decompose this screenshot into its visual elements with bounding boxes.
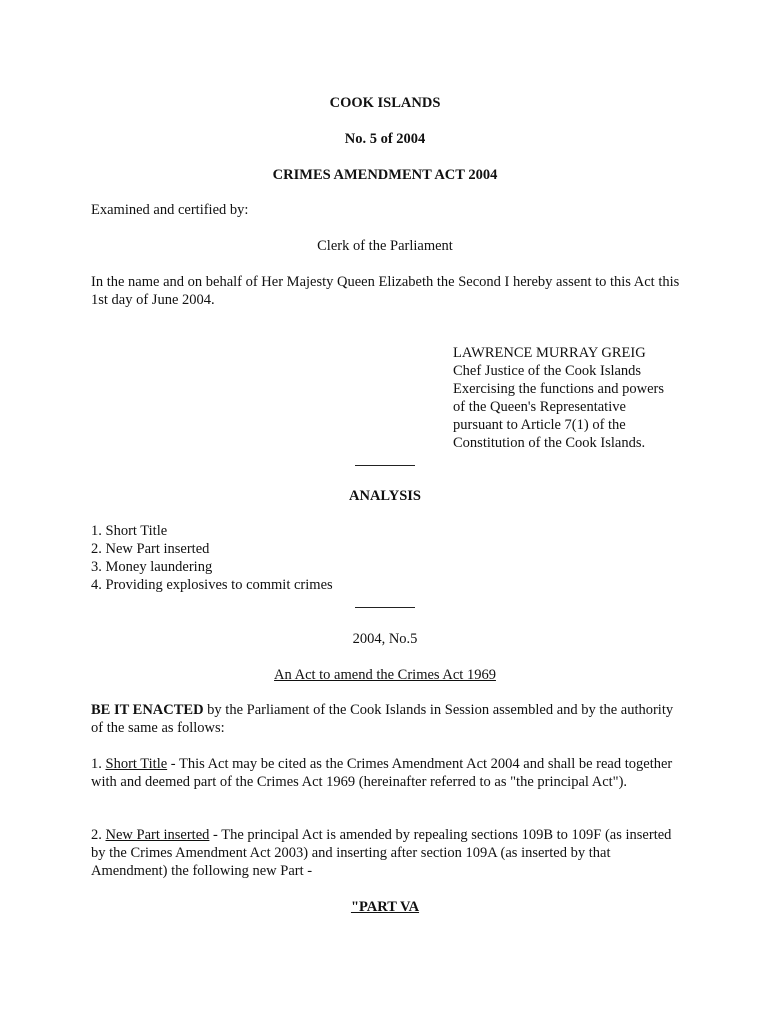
country-heading: COOK ISLANDS bbox=[329, 95, 441, 111]
signatory-line: Exercising the functions and powers bbox=[453, 381, 665, 397]
part-heading-text: "PART VA bbox=[350, 899, 420, 915]
analysis-item: 3. Money laundering bbox=[91, 559, 213, 575]
section-1 bbox=[91, 755, 681, 791]
long-title-text: An Act to amend the Crimes Act 1969 bbox=[274, 667, 496, 683]
act-number: No. 5 of 2004 bbox=[344, 131, 426, 147]
signatory-line: pursuant to Article 7(1) of the bbox=[453, 417, 626, 433]
analysis-item: 2. New Part inserted bbox=[91, 541, 210, 557]
divider-rule bbox=[355, 465, 415, 466]
signatory-block bbox=[453, 344, 713, 452]
analysis-heading: ANALYSIS bbox=[349, 488, 421, 504]
signatory-line: Chef Justice of the Cook Islands bbox=[453, 363, 642, 379]
enacting-words: BE IT ENACTED bbox=[91, 702, 204, 718]
signatory-line: Constitution of the Cook Islands. bbox=[453, 435, 646, 451]
long-title bbox=[0, 666, 770, 684]
divider-rule bbox=[355, 607, 415, 608]
signatory-name: LAWRENCE MURRAY GREIG bbox=[453, 345, 646, 361]
section-text: - The principal Act is amended by repealing sections 109B to 109F (as inserted by the Crimes Amendment Act 2003) and inserting after section 109A (as inserted by that Amendment) the following new Part - bbox=[91, 827, 672, 879]
enacting-clause bbox=[91, 701, 681, 737]
section-text: - This Act may be cited as the Crimes Amendment Act 2004 and shall be read together with and deemed part of the Crimes Act 1969 (hereinafter referred to as "the principal Act"). bbox=[91, 756, 673, 790]
section-number: 2. bbox=[91, 827, 106, 843]
act-title: CRIMES AMENDMENT ACT 2004 bbox=[272, 167, 498, 183]
section-heading: New Part inserted bbox=[105, 827, 210, 843]
section-number: 1. bbox=[91, 756, 106, 772]
analysis-list bbox=[91, 522, 333, 594]
enacting-text: by the Parliament of the Cook Islands in Session assembled and by the authority of the same as follows: bbox=[91, 702, 674, 736]
analysis-item: 1. Short Title bbox=[91, 523, 168, 539]
section-2 bbox=[91, 826, 681, 880]
act-year-number: 2004, No.5 bbox=[352, 631, 418, 647]
examined-certified-text: Examined and certified by: bbox=[91, 202, 249, 218]
part-heading bbox=[0, 898, 770, 916]
section-heading: Short Title bbox=[105, 756, 168, 772]
clerk-of-parliament: Clerk of the Parliament bbox=[317, 238, 453, 254]
signatory-line: of the Queen's Representative bbox=[453, 399, 626, 415]
assent-paragraph: In the name and on behalf of Her Majesty Queen Elizabeth the Second I hereby assent to this Act this 1st day of June 2004. bbox=[91, 274, 680, 308]
analysis-item: 4. Providing explosives to commit crimes bbox=[91, 577, 333, 593]
